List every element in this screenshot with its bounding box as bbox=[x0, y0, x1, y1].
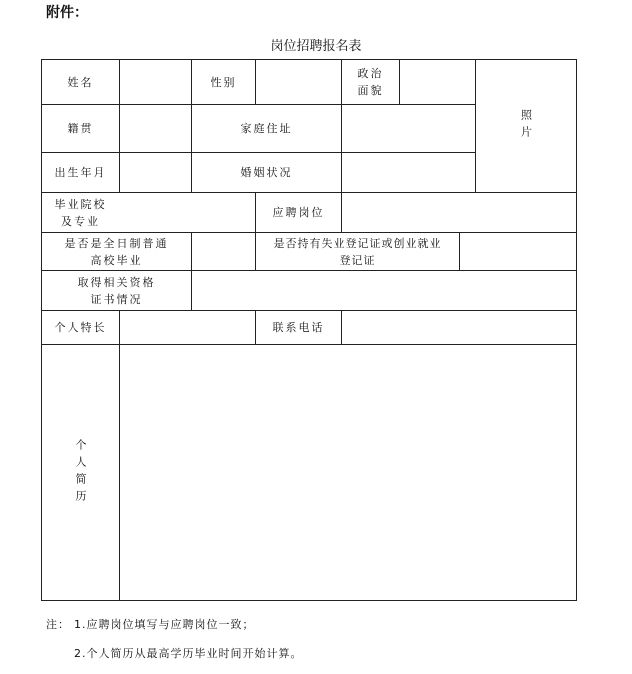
unemployment-cert-field[interactable] bbox=[460, 233, 576, 270]
marital-status-label: 婚姻状况 bbox=[240, 166, 293, 179]
name-label: 姓名 bbox=[67, 75, 94, 89]
gender-label: 性别 bbox=[210, 75, 237, 89]
native-place-field[interactable] bbox=[120, 105, 191, 152]
phone-field[interactable] bbox=[342, 311, 576, 344]
table-border-bottom bbox=[41, 600, 577, 601]
table-border-right bbox=[576, 59, 577, 600]
fulltime-graduate-label bbox=[42, 233, 191, 270]
birth-date-field[interactable] bbox=[120, 153, 191, 192]
resume-label: 个人简历 bbox=[74, 438, 87, 507]
school-major-label-line2: 及专业 bbox=[61, 214, 100, 228]
home-address-field[interactable] bbox=[342, 105, 475, 152]
specialty-label: 个人特长 bbox=[54, 321, 107, 334]
home-address-label: 家庭住址 bbox=[240, 122, 293, 135]
qualification-cert-label-line2: 证书情况 bbox=[90, 292, 143, 306]
fulltime-graduate-label-line2: 高校毕业 bbox=[90, 253, 143, 267]
native-place-label: 籍贯 bbox=[67, 122, 94, 135]
unemployment-cert-label bbox=[256, 233, 459, 270]
specialty-field[interactable] bbox=[120, 311, 255, 344]
qualification-cert-label bbox=[42, 271, 191, 310]
gender-field[interactable] bbox=[256, 60, 341, 104]
form-title: 岗位招聘报名表 bbox=[270, 39, 362, 54]
fulltime-graduate-label-line1: 是否是全日制普通 bbox=[64, 236, 169, 250]
school-major-label bbox=[42, 193, 119, 232]
qualification-cert-field[interactable] bbox=[192, 271, 576, 310]
attachment-label: 附件： bbox=[46, 5, 88, 21]
fulltime-graduate-field[interactable] bbox=[192, 233, 255, 270]
political-status-label-line1: 政治 bbox=[357, 67, 384, 80]
birth-date-label: 出生年月 bbox=[54, 166, 107, 179]
unemployment-cert-label-line1: 是否持有失业登记证或创业就业 bbox=[273, 236, 442, 250]
qualification-cert-label-line1: 取得相关资格 bbox=[77, 275, 156, 289]
unemployment-cert-label-line2: 登记证 bbox=[339, 253, 376, 267]
political-status-label-line2: 面貌 bbox=[357, 84, 384, 97]
resume-field[interactable] bbox=[120, 345, 576, 600]
phone-label: 联系电话 bbox=[272, 321, 325, 334]
resume-label-cell bbox=[42, 345, 119, 600]
photo-area[interactable] bbox=[476, 60, 576, 192]
political-status-label bbox=[342, 60, 399, 104]
notes-prefix: 注： bbox=[46, 618, 70, 631]
school-major-label-line1: 毕业院校 bbox=[54, 197, 107, 211]
school-major-field[interactable] bbox=[120, 193, 255, 232]
name-field[interactable] bbox=[120, 60, 191, 104]
applied-position-field[interactable] bbox=[342, 193, 576, 232]
marital-status-field[interactable] bbox=[342, 153, 475, 192]
photo-label: 照片 bbox=[519, 109, 533, 143]
note-item-1: 1.应聘岗位填写与应聘岗位一致； bbox=[74, 618, 255, 631]
note-item-2: 2.个人简历从最高学历毕业时间开始计算。 bbox=[74, 647, 303, 660]
political-status-field[interactable] bbox=[400, 60, 475, 104]
applied-position-label: 应聘岗位 bbox=[272, 206, 325, 219]
